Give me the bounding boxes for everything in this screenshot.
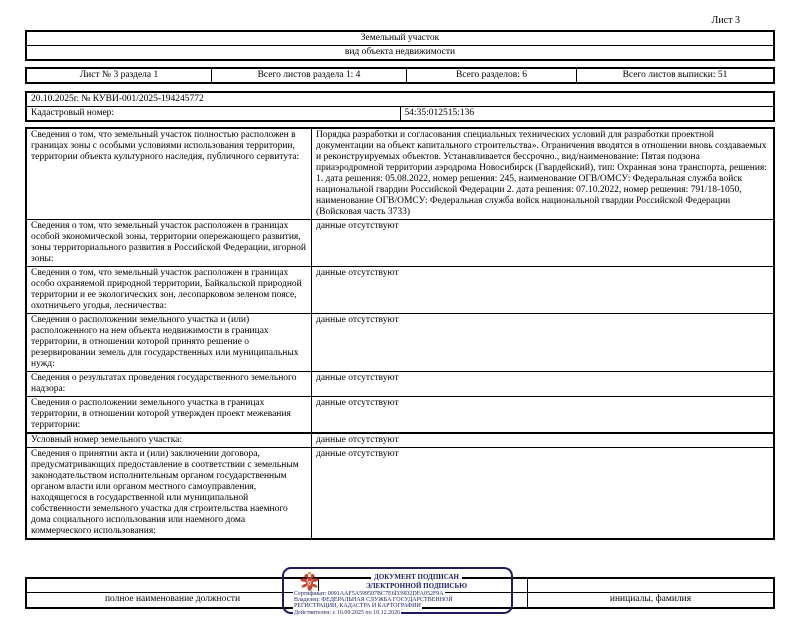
total-sheets-section-cell: Всего листов раздела 1: 4 — [212, 68, 407, 83]
signature-cell-empty — [26, 578, 319, 593]
table-row — [26, 128, 774, 220]
row-value: данные отсутствуют — [312, 267, 775, 314]
table-row — [26, 372, 774, 397]
table-row — [26, 397, 774, 434]
signature-cell-empty — [528, 578, 775, 593]
stamp-title-line2: ЭЛЕКТРОННОЙ ПОДПИСЬЮ — [363, 582, 470, 590]
sheet-number-label: Лист 3 — [711, 15, 740, 26]
row-value: данные отсутствуют — [312, 220, 775, 267]
object-type-table — [25, 30, 775, 61]
stamp-certificate: Сертификат: 0091AAF5A599507BC7E6D39D2DFA052F9A — [294, 591, 444, 597]
row-value: данные отсутствуют — [312, 433, 775, 448]
row-label: Сведения о том, что земельный участок полностью расположен в границах зоны с особыми условиями использования территории, территории объекта культурного наследия, публичного сервитута: — [26, 128, 312, 220]
cadastral-number-value: 54:35:012515:136 — [400, 107, 774, 122]
row-value: данные отсутствуют — [312, 372, 775, 397]
sheet-of-section-cell: Лист № 3 раздела 1 — [26, 68, 212, 83]
object-type-title: Земельный участок — [26, 31, 774, 46]
total-sheets-extract-cell: Всего листов выписки: 51 — [577, 68, 775, 83]
table-row — [26, 314, 774, 372]
stamp-info — [293, 591, 507, 616]
stamp-title-line1: ДОКУМЕНТ ПОДПИСАН — [371, 573, 462, 581]
row-value: данные отсутствуют — [312, 448, 775, 540]
stamp-owner-line2: РЕГИСТРАЦИИ, КАДАСТРА И КАРТОГРАФИИ — [294, 603, 421, 610]
row-value: данные отсутствуют — [312, 397, 775, 434]
land-info-table — [25, 127, 775, 540]
row-value: данные отсутствуют — [312, 314, 775, 372]
signature-block — [25, 573, 775, 616]
row-label: Сведения о том, что земельный участок расположен в границах особой экономической зоны, территории опережающего развития, зоны территориального развития в Российской Федерации, игорной зоны: — [26, 220, 312, 267]
initials-caption: инициалы, фамилия — [528, 593, 775, 609]
object-type-caption: вид объекта недвижимости — [26, 46, 774, 61]
extract-date-number: 20.10.2025г. № КУВИ-001/2025-194245772 — [26, 92, 774, 107]
stamp-validity: Действителен: с 16.09.2025 по 10.12.2026 — [294, 609, 401, 616]
row-label: Сведения о расположении земельного участка и (или) расположенного на нем объекта недвижимости в границах территории, в отношении которой принято решение о резервировании земель для государственных или муниципальных нужд: — [26, 314, 312, 372]
total-sections-cell: Всего разделов: 6 — [407, 68, 577, 83]
row-label: Условный номер земельного участка: — [26, 433, 312, 448]
row-label: Сведения о том, что земельный участок расположен в границах особо охраняемой природной территории, Байкальской природной территории и ее экологических зон, лесопарковом зеленом поясе, охотничьего угодья, лесничества: — [26, 267, 312, 314]
table-row — [26, 220, 774, 267]
position-caption: полное наименование должности — [26, 593, 319, 609]
table-row — [26, 433, 774, 448]
extract-number-table — [25, 91, 775, 122]
document-page — [0, 15, 800, 633]
cadastral-number-label: Кадастровый номер: — [26, 107, 400, 122]
stamp-owner-line1: Владелец: ФЕДЕРАЛЬНАЯ СЛУЖБА ГОСУДАРСТВЕННОЙ — [294, 597, 453, 604]
table-row — [26, 448, 774, 540]
row-label: Сведения о принятии акта и (или) заключении договора, предусматривающих предоставление в соответствии с земельным законодательством исполнительным органом государственным органом власти или органом местного самоуправления, находящегося в государственной или муниципальной собственности земельного участка для строительства наемного дома социального использования или наемного дома коммерческого использования: — [26, 448, 312, 540]
row-label: Сведения о расположении земельного участка в границах территории, в отношении которой утвержден проект межевания территории: — [26, 397, 312, 434]
table-row — [26, 267, 774, 314]
stamp-titles — [334, 573, 499, 591]
row-label: Сведения о результатах проведения государственного земельного надзора: — [26, 372, 312, 397]
digital-signature-stamp — [282, 567, 513, 614]
row-value: Порядка разработки и согласования специальных технических условий для разработки проектной документации на объект капитального строительства». Ограничения вводятся в отношении вновь создаваемых и реконструируемых объектов. Устанавливается бессрочно., вид/наименование: Пятая подзона приаэродромной территории аэродрома Новосибирск (Гвардейский), тип: Охранная зона транспорта, решения: 1. дата решения: 05.08.2022, номер решения: 245, наименование ОГВ/ОМСУ: Федеральная служба войск национальной гвардии Российской Федерации 2. дата решения: 07.10.2022, номер решения: 791/18-1050, наименование ОГВ/ОМСУ: Федеральная служба войск национальной гвардии Российской Федерации (Войсковая часть 3733) — [312, 128, 775, 220]
sheet-info-table — [25, 67, 775, 84]
